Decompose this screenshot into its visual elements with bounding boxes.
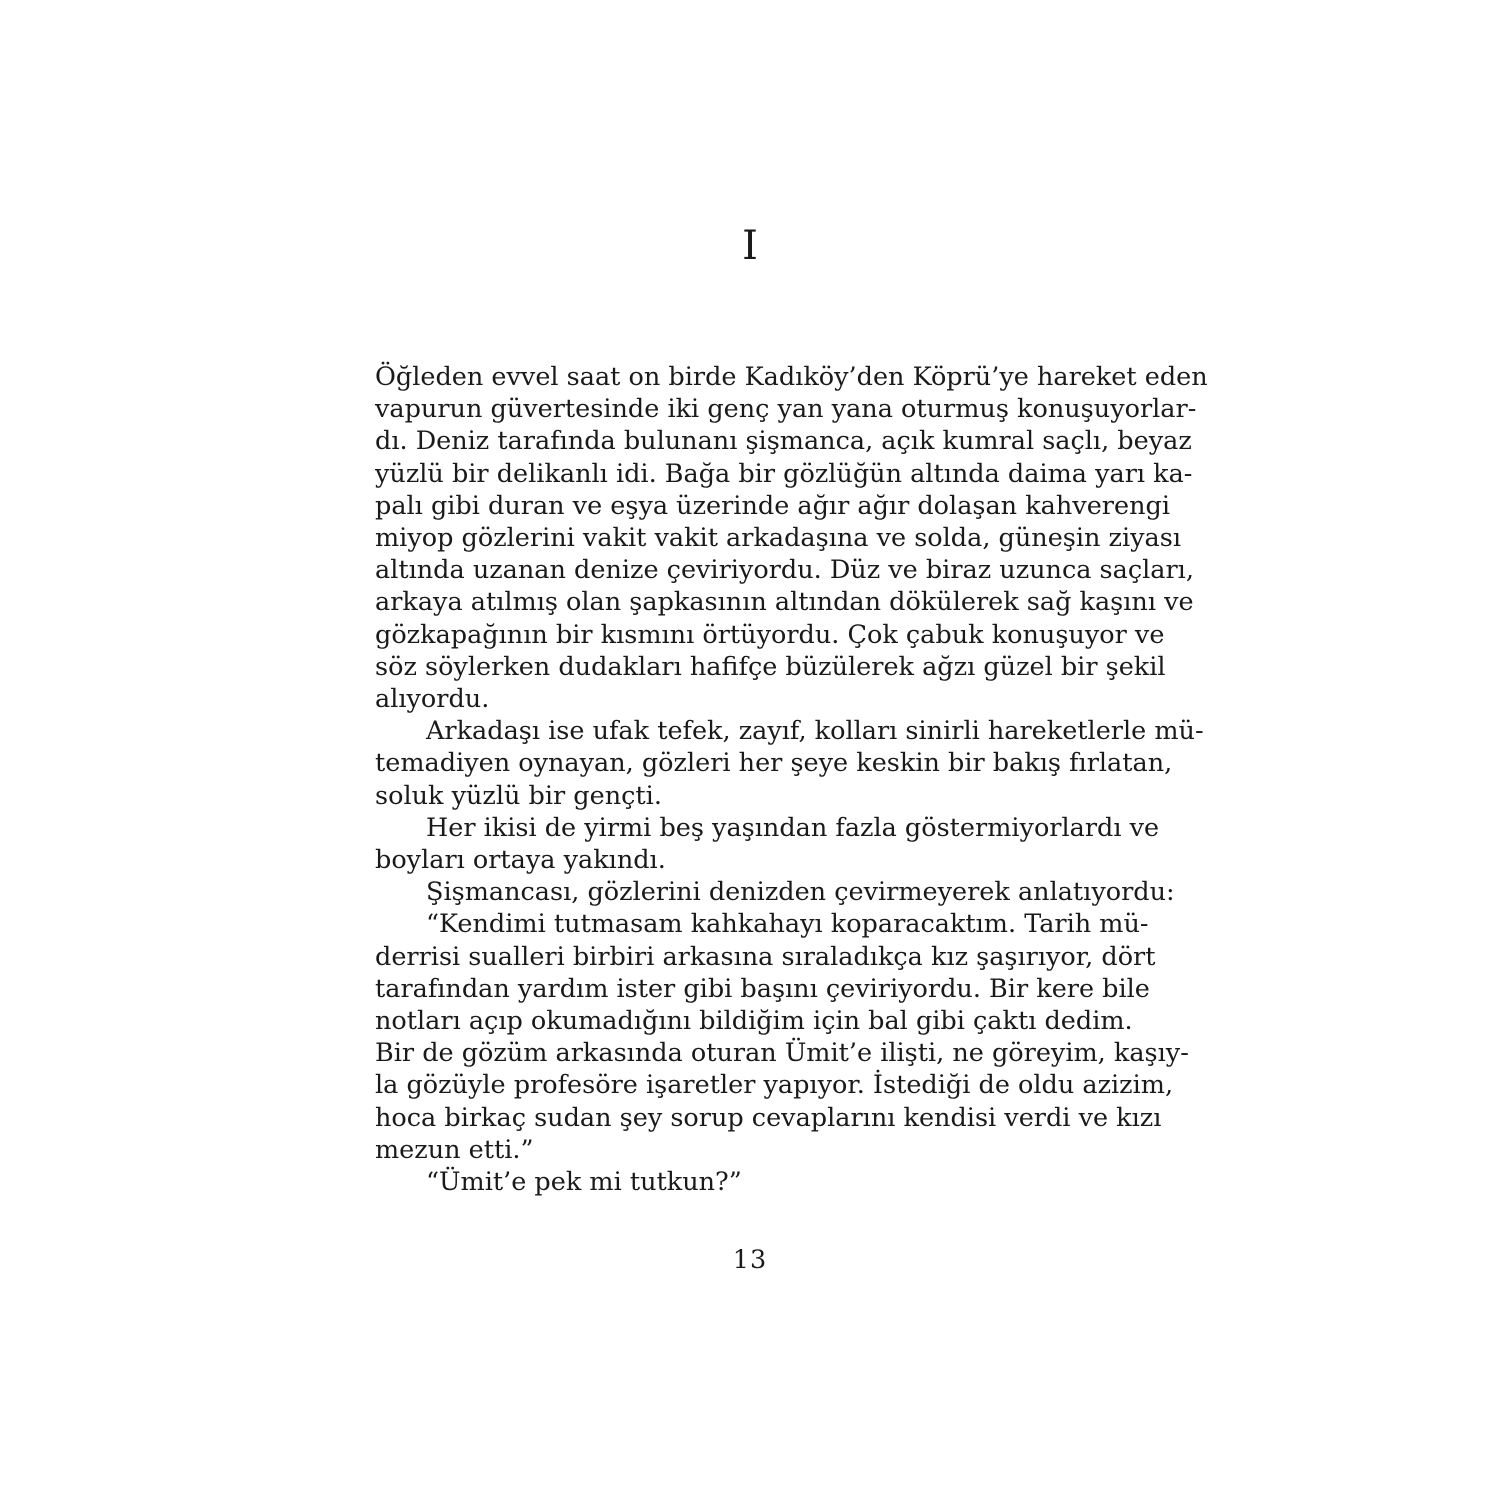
text-line: miyop gözlerini vakit vakit arkadaşına ve solda, güneşin ziyası (375, 523, 1182, 554)
text-line: palı gibi duran ve eşya üzerinde ağır ağır dolaşan kahverengi (375, 490, 1170, 521)
text-line: söz söylerken dudakları hafifçe büzülerek ağzı güzel bir şekil (375, 651, 1166, 682)
paragraph (375, 812, 1160, 876)
paragraph (375, 715, 1204, 812)
text-line: alıyordu. (375, 684, 490, 715)
text-line: notları açıp okumadığını bildiğim için bal gibi çaktı dedim. (375, 1006, 1133, 1037)
text-line: soluk yüzlü bir gençti. (375, 780, 662, 811)
text-line: derrisi sualleri birbiri arkasına sıraladıkça kız şaşırıyor, dört (375, 941, 1156, 972)
body-text (375, 361, 1208, 1198)
text-line: vapurun güvertesinde iki genç yan yana oturmuş konuşuyorlar- (375, 394, 1197, 425)
text-line: tarafından yardım ister gibi başını çeviriyordu. Bir kere bile (375, 973, 1150, 1004)
text-line: boyları ortaya yakındı. (375, 845, 666, 876)
paragraph (375, 1166, 1125, 1198)
text-line: hoca birkaç sudan şey sorup cevaplarını kendisi verdi ve kızı (375, 1102, 1162, 1133)
text-line: arkaya atılmış olan şapkasının altından dökülerek sağ kaşını ve (375, 587, 1194, 618)
chapter-heading: I (742, 223, 758, 269)
text-line: altında uzanan denize çeviriyordu. Düz ve biraz uzunca saçları, (375, 555, 1194, 586)
text-line: Öğleden evvel saat on birde Kadıköy’den Köprü’ye hareket eden (375, 362, 1208, 392)
text-line: Bir de gözüm arkasında oturan Ümit’e ilişti, ne göreyim, kaşıy- (375, 1038, 1189, 1069)
text-line: “Ümit’e pek mi tutkun?” (426, 1167, 742, 1198)
text-line: “Kendimi tutmasam kahkahayı koparacaktım. Tarih mü- (426, 909, 1149, 940)
paragraph (375, 908, 1189, 1166)
paragraph (375, 876, 1175, 908)
text-line: Şişmancası, gözlerini denizden çevirmeyerek anlatıyordu: (426, 877, 1175, 908)
text-line: temadiyen oynayan, gözleri her şeye keskin bir bakış fırlatan, (375, 748, 1173, 779)
text-line: yüzlü bir delikanlı idi. Bağa bir gözlüğün altında daima yarı ka- (375, 458, 1193, 489)
text-line: la gözüyle profesöre işaretler yapıyor. İstediği de oldu azizim, (375, 1070, 1174, 1101)
paragraph (375, 361, 1208, 715)
text-line: Her ikisi de yirmi beş yaşından fazla göstermiyorlardı ve (426, 812, 1160, 843)
text-line: mezun etti.” (375, 1134, 534, 1165)
text-line: Arkadaşı ise ufak tefek, zayıf, kolları sinirli hareketlerle mü- (426, 716, 1204, 747)
page-number: 13 (732, 1245, 768, 1275)
text-line: gözkapağının bir kısmını örtüyordu. Çok çabuk konuşuyor ve (375, 619, 1165, 650)
text-line: dı. Deniz tarafında bulunanı şişmanca, açık kumral saçlı, beyaz (375, 426, 1192, 457)
